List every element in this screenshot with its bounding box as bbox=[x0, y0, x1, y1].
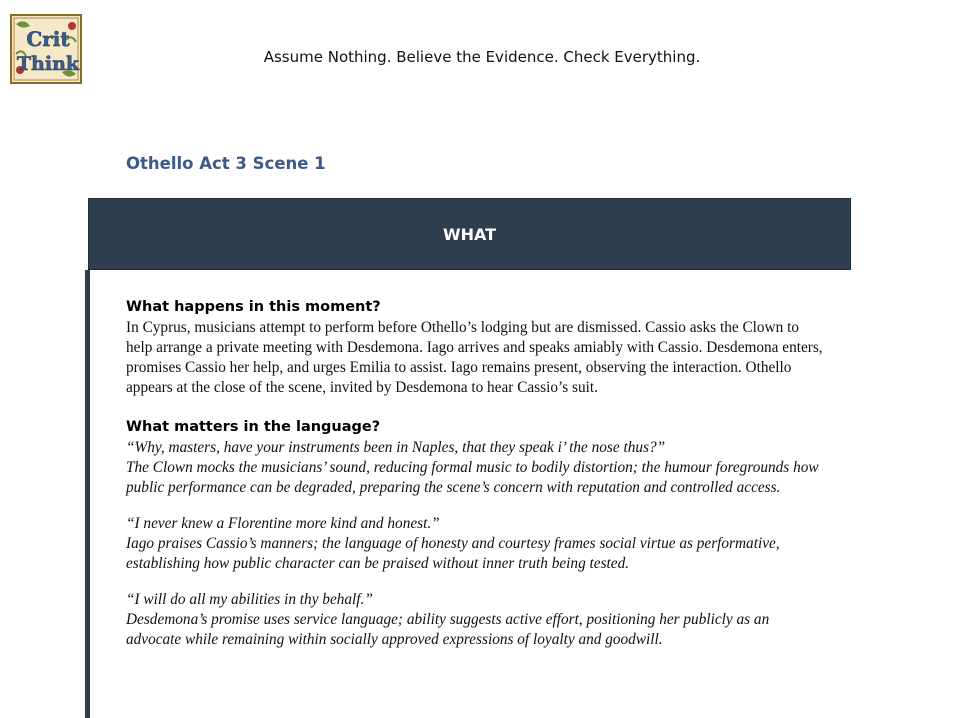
section-paragraph: In Cyprus, musicians attempt to perform before Othello’s lodging but are dismissed. Cassio asks the Clown to help arrange a private meeting with Desdemona. Iago arrives and speaks amiably with Cassio. Desdemona enters, promises Cassio her help, and urges Emilia to assist. Iago remains present, observing the interaction. Othello appears at the close of the scene, invited by Desdemona to hear Cassio’s suit. bbox=[126, 319, 823, 396]
quote-analysis: Desdemona’s promise uses service language; ability suggests active effort, positioning her publicly as an advocate while remaining within socially approved expressions of loyalty and goodwill. bbox=[126, 611, 770, 648]
question-heading: What happens in this moment? bbox=[126, 299, 381, 315]
section-header-label: WHAT bbox=[442, 224, 497, 244]
quote-text: “I never knew a Florentine more kind and honest.” bbox=[126, 515, 440, 532]
section-header-bar bbox=[88, 198, 851, 270]
site-tagline: Assume Nothing. Believe the Evidence. Check Everything. bbox=[263, 48, 701, 66]
page-title: Othello Act 3 Scene 1 bbox=[126, 154, 326, 173]
quote-text: “I will do all my abilities in thy behalf.” bbox=[126, 591, 373, 608]
left-accent-rule bbox=[85, 270, 90, 718]
quote-text: “Why, masters, have your instruments been in Naples, that they speak i’ the nose thus?” bbox=[126, 439, 666, 456]
question-heading: What matters in the language? bbox=[126, 419, 381, 435]
svg-text:Think: Think bbox=[16, 53, 80, 75]
quote-analysis: Iago praises Cassio’s manners; the language of honesty and courtesy frames social virtue as performative, establishing how public character can be praised without inner truth being tested. bbox=[126, 535, 780, 572]
svg-text:Crit: Crit bbox=[26, 27, 70, 51]
content-body bbox=[126, 296, 826, 650]
quote-analysis: The Clown mocks the musicians’ sound, reducing formal music to bodily distortion; the humour foregrounds how public performance can be degraded, preparing the scene’s concern with reputation and controlled access. bbox=[126, 459, 819, 496]
